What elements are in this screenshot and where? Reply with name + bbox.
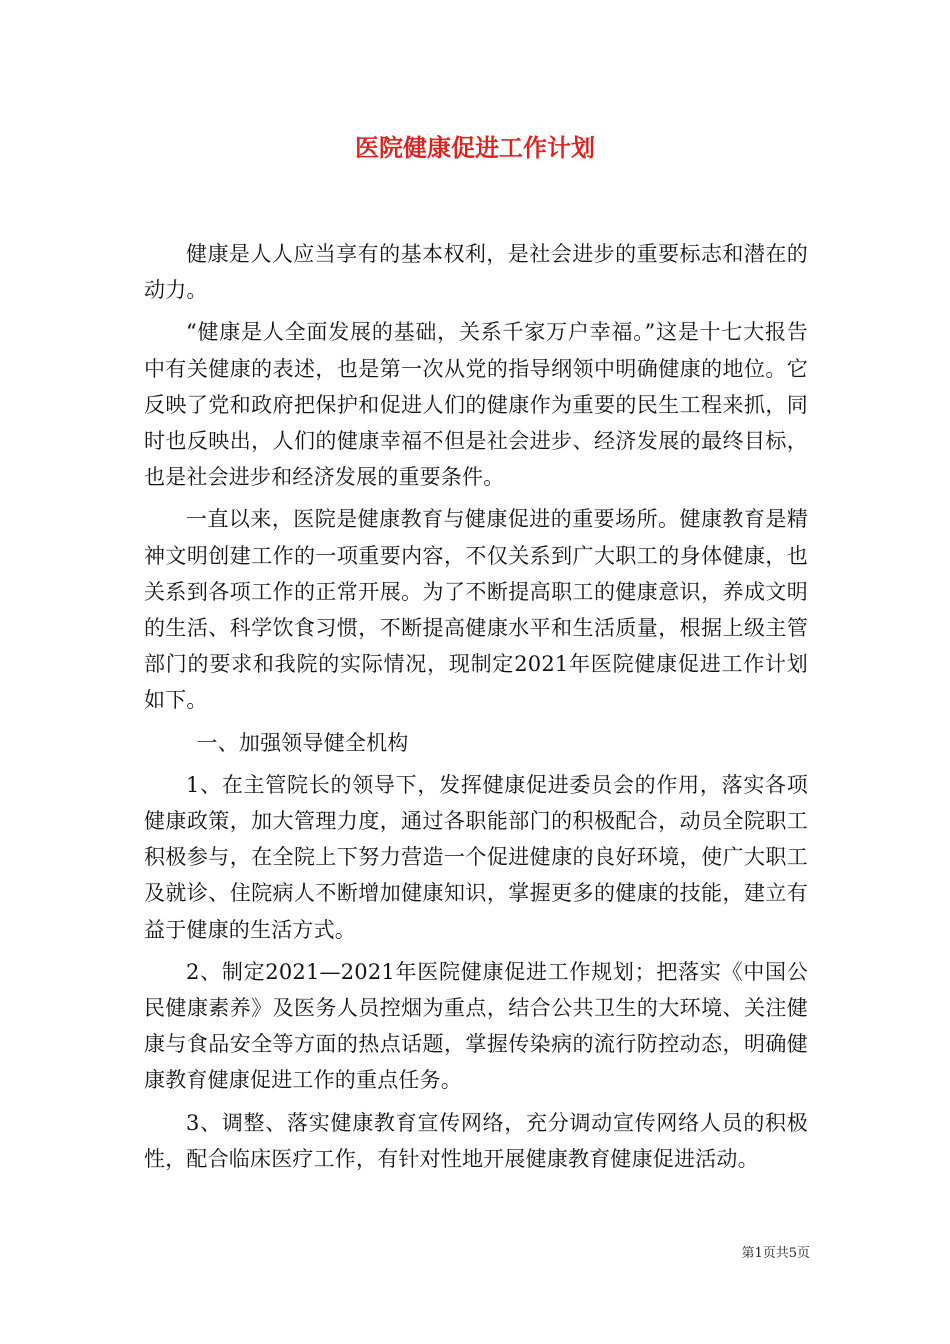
paragraph-item-3: 3、调整、落实健康教育宣传网络，充分调动宣传网络人员的积极性，配合临床医疗工作，有针对性地开展健康教育健康促进活动。 [144,1110,808,1171]
paragraph-item-2: 2、制定2021—2021年医院健康促进工作规划；把落实《中国公民健康素养》及医务人员控烟为重点，结合公共卫生的大环境、关注健康与食品安全等方面的热点话题，掌握传染病的流行防控动态，明确健康教育健康促进工作的重点任务。 [144,959,808,1093]
section-heading: 一、加强领导健全机构 [196,730,409,755]
page-number: 第1页共5页 [741,1246,810,1261]
document-title: 医院健康促进工作计划 [355,133,595,162]
paragraph-quote: “健康是人全面发展的基础，关系千家万户幸福。”这是十七大报告中有关健康的表述，也是第一次从党的指导纲领中明确健康的地位。它反映了党和政府把保护和促进人们的健康作为重要的民生工程来抓，同时也反映出，人们的健康幸福不但是社会进步、经济发展的最终目标，也是社会进步和经济发展的重要条件。 [144,320,808,490]
document-body [144,236,808,1183]
paragraph-item-1: 1、在主管院长的领导下，发挥健康促进委员会的作用，落实各项健康政策，加大管理力度，通过各职能部门的积极配合，动员全院职工积极参与，在全院上下努力营造一个促进健康的良好环境，使广大职工及就诊、住院病人不断增加健康知识，掌握更多的健康的技能，建立有益于健康的生活方式。 [144,772,808,942]
paragraph-background: 一直以来，医院是健康教育与健康促进的重要场所。健康教育是精神文明创建工作的一项重要内容，不仅关系到广大职工的身体健康，也关系到各项工作的正常开展。为了不断提高职工的健康意识，养成文明的生活、科学饮食习惯，不断提高健康水平和生活质量，根据上级主管部门的要求和我院的实际情况，现制定2021年医院健康促进工作计划如下。 [144,507,808,713]
paragraph-intro: 健康是人人应当享有的基本权利，是社会进步的重要标志和潜在的动力。 [144,242,808,303]
